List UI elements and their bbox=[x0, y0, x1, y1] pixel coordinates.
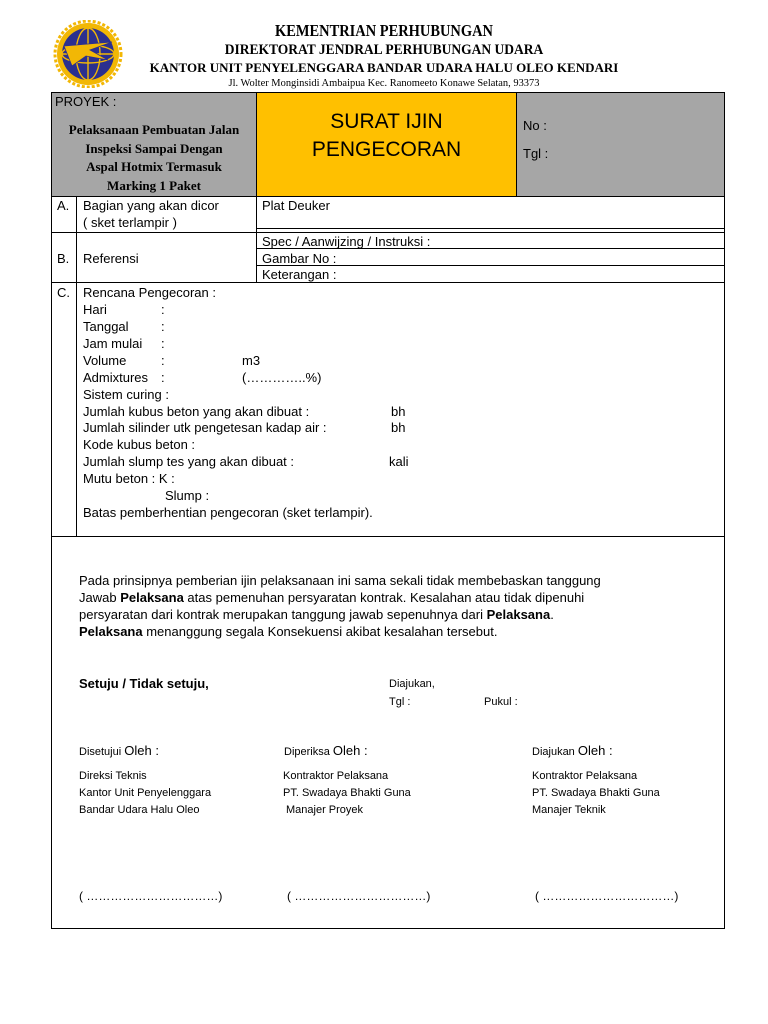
jam-colon: : bbox=[161, 336, 165, 351]
signatory-org: PT. Swadaya Bhakti Guna bbox=[532, 787, 660, 799]
section-c-title: Rencana Pengecoran : bbox=[83, 285, 216, 300]
diajukan-label: Diajukan, bbox=[389, 678, 435, 690]
signatory-title: Kontraktor Pelaksana bbox=[532, 770, 638, 782]
signature-heading: Disetujui Oleh : bbox=[79, 743, 159, 758]
signature-line: ( ……………………………) bbox=[79, 889, 223, 903]
silinder-field: Jumlah silinder utk pengetesan kadap air : bbox=[83, 420, 327, 435]
admixtures-percent: (…………..%) bbox=[242, 370, 322, 385]
signature-block-checked bbox=[284, 744, 368, 759]
header-address: Jl. Wolter Monginsidi Ambaipua Kec. Ranomeeto Konawe Selatan, 93373 bbox=[228, 77, 540, 89]
header-office: KANTOR UNIT PENYELENGGARA BANDAR UDARA HALU OLEO KENDARI bbox=[149, 60, 619, 75]
admixtures-colon: : bbox=[161, 370, 165, 385]
admixtures-label: Admixtures bbox=[83, 370, 149, 385]
project-line: Aspal Hotmix Termasuk bbox=[86, 159, 222, 174]
spec-field: Spec / Aanwijzing / Instruksi : bbox=[262, 234, 431, 249]
statement-line-3: persyaratan dari kontrak merupakan tanggung jawab sepenuhnya dari Pelaksana. bbox=[79, 607, 554, 622]
slump-tes-field: Jumlah slump tes yang akan dibuat : bbox=[83, 454, 295, 469]
header-ministry: KEMENTRIAN PERHUBUNGAN bbox=[275, 21, 493, 40]
volume-colon: : bbox=[161, 353, 165, 368]
statement-paragraph bbox=[79, 572, 601, 640]
kubus-field: Jumlah kubus beton yang akan dibuat : bbox=[83, 404, 310, 419]
section-a-letter: A. bbox=[57, 198, 70, 213]
signature-line: ( ……………………………) bbox=[287, 889, 431, 903]
curing-field: Sistem curing : bbox=[83, 387, 169, 402]
volume-label: Volume bbox=[83, 353, 127, 368]
hari-label: Hari bbox=[83, 302, 107, 317]
statement-line-4: Pelaksana menanggung segala Konsekuensi akibat kesalahan tersebut. bbox=[79, 624, 498, 639]
setuju-label: Setuju / Tidak setuju, bbox=[79, 676, 209, 691]
signatory-unit: Bandar Udara Halu Oleo bbox=[79, 804, 200, 816]
document-title bbox=[257, 108, 516, 164]
project-line: Inspeksi Sampai Dengan bbox=[85, 140, 223, 156]
jam-label: Jam mulai bbox=[83, 336, 143, 351]
keterangan-field: Keterangan : bbox=[262, 267, 337, 282]
document-number: No : bbox=[523, 118, 547, 133]
signatory-title: Kontraktor Pelaksana bbox=[283, 770, 389, 782]
signatory-title: Direksi Teknis bbox=[79, 770, 147, 782]
statement-line-2: Jawab Pelaksana atas pemenuhan persyaratan kontrak. Kesalahan atau tidak dipenuhi bbox=[79, 590, 585, 605]
statement-line-1: Pada prinsipnya pemberian ijin pelaksanaan ini sama sekali tidak membebaskan tanggung bbox=[79, 573, 601, 588]
signatory-org: PT. Swadaya Bhakti Guna bbox=[283, 787, 411, 799]
signatory-org: Kantor Unit Penyelenggara bbox=[79, 787, 212, 799]
slump-tes-unit: kali bbox=[389, 454, 409, 469]
signatory-unit: Manajer Proyek bbox=[286, 804, 364, 816]
signature-block-submitted bbox=[532, 744, 613, 759]
document-date: Tgl : bbox=[523, 146, 549, 161]
title-line-1: SURAT IJIN bbox=[330, 110, 443, 133]
approval-time: Pukul : bbox=[484, 696, 518, 708]
kode-field: Kode kubus beton : bbox=[83, 437, 196, 452]
signature-heading: Diajukan Oleh : bbox=[532, 743, 613, 758]
project-line: Pelaksanaan Pembuatan Jalan bbox=[68, 122, 240, 137]
signature-line: ( ……………………………) bbox=[535, 889, 679, 903]
kubus-unit: bh bbox=[391, 404, 406, 419]
batas-field: Batas pemberhentian pengecoran (sket terlampir). bbox=[83, 505, 373, 520]
section-c-letter: C. bbox=[57, 285, 70, 300]
gambar-field: Gambar No : bbox=[262, 251, 337, 266]
tanggal-label: Tanggal bbox=[83, 319, 129, 334]
tanggal-colon: : bbox=[161, 319, 165, 334]
section-a-label: Bagian yang akan dicor bbox=[83, 198, 219, 213]
project-name bbox=[52, 121, 256, 195]
project-line: Marking 1 Paket bbox=[107, 177, 201, 193]
signature-block-approved bbox=[79, 744, 159, 759]
section-b-label: Referensi bbox=[83, 251, 139, 266]
section-a-value: Plat Deuker bbox=[262, 198, 330, 213]
silinder-unit: bh bbox=[391, 420, 406, 435]
slump-field: Slump : bbox=[165, 488, 210, 503]
signatory-unit: Manajer Teknik bbox=[532, 804, 606, 816]
mutu-field: Mutu beton : K : bbox=[83, 471, 175, 486]
title-line-2: PENGECORAN bbox=[311, 138, 462, 161]
hari-colon: : bbox=[161, 302, 165, 317]
volume-unit: m3 bbox=[242, 353, 261, 368]
project-label: PROYEK : bbox=[55, 94, 117, 109]
signature-heading: Diperiksa Oleh : bbox=[284, 743, 368, 758]
header-directorate: DIREKTORAT JENDRAL PERHUBUNGAN UDARA bbox=[224, 42, 544, 58]
section-a-note: ( sket terlampir ) bbox=[83, 215, 177, 230]
section-b-letter: B. bbox=[57, 251, 70, 266]
approval-date: Tgl : bbox=[389, 696, 411, 708]
